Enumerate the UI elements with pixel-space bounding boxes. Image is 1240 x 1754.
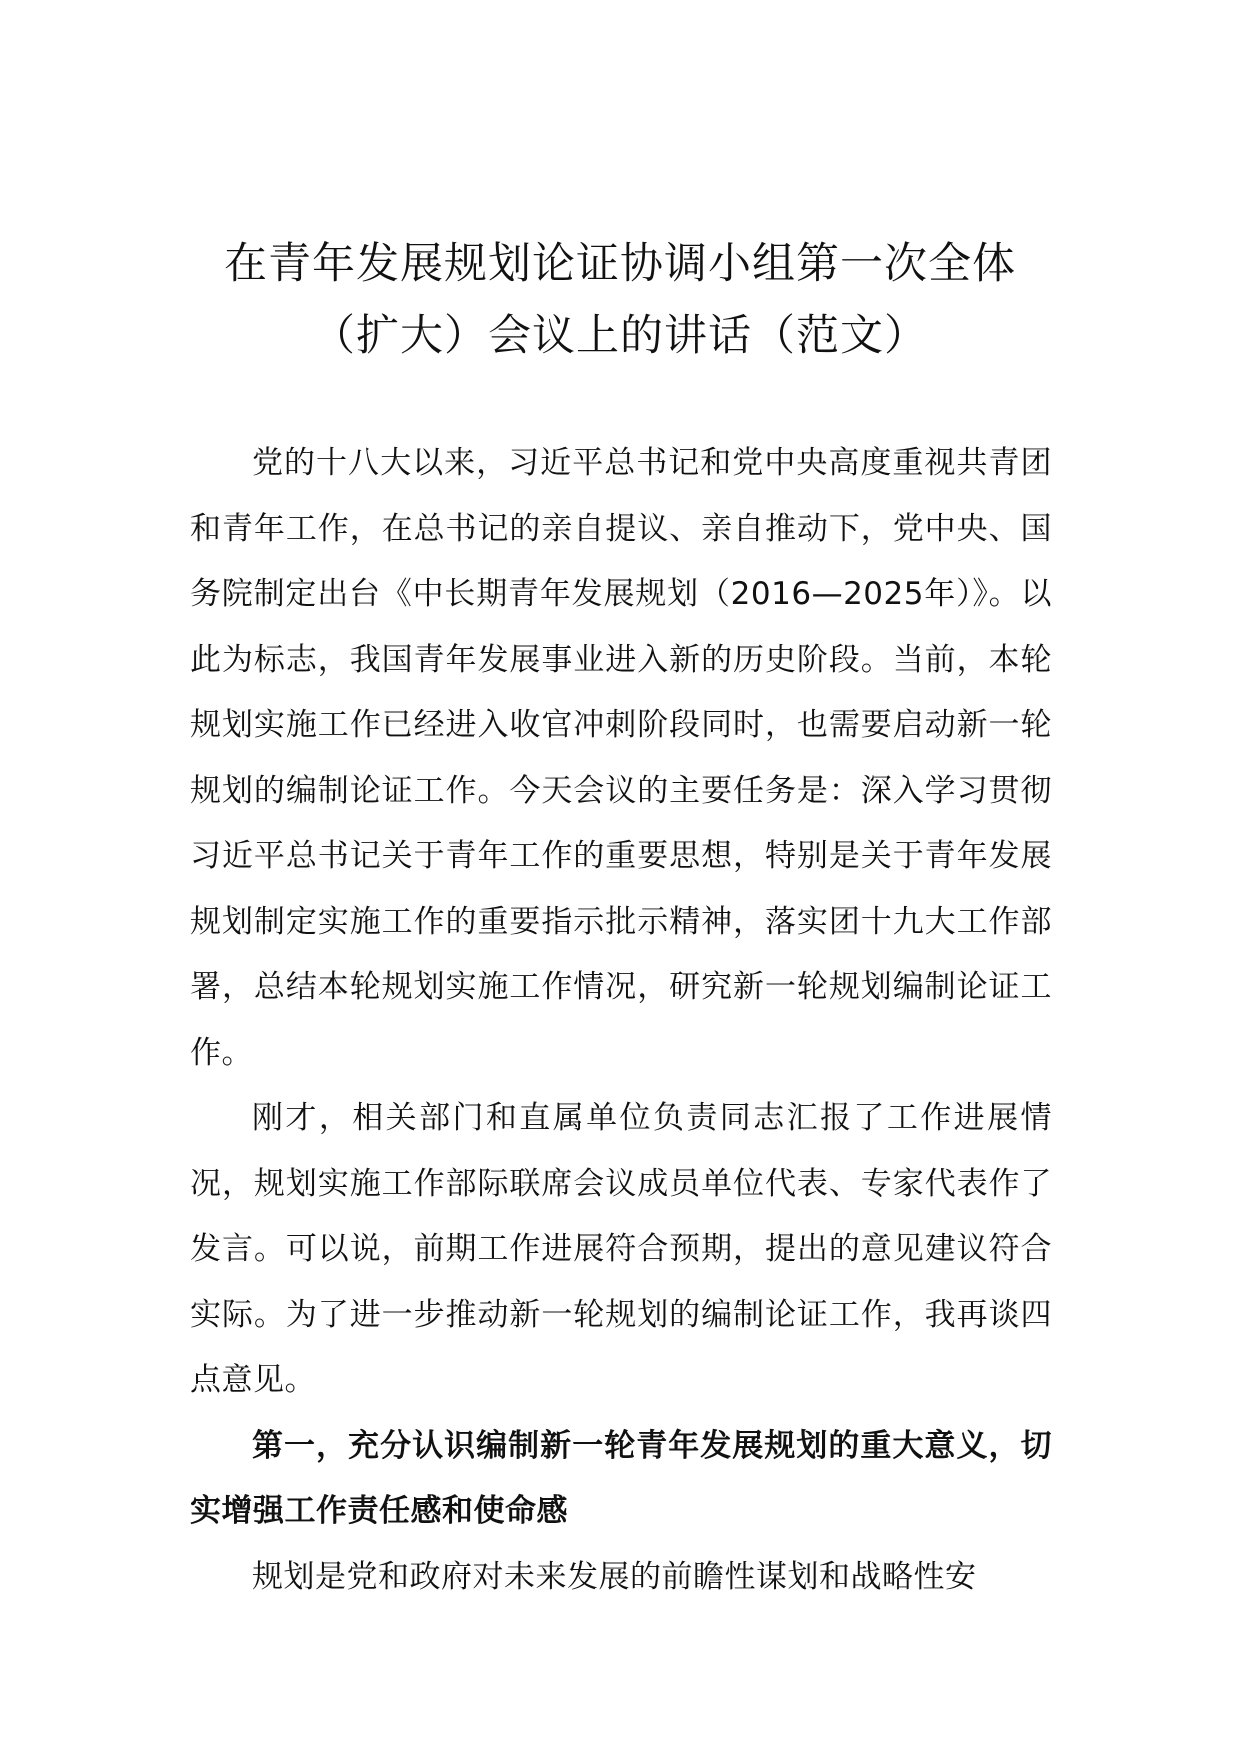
page-title xyxy=(170,228,1070,372)
section-heading: 第一，充分认识编制新一轮青年发展规划的重大意义，切实增强工作责任感和使命感 xyxy=(190,1427,1052,1529)
title-line-1: 在青年发展规划论证协调小组第一次全体 xyxy=(224,239,1016,289)
paragraph-intro: 党的十八大以来，习近平总书记和党中央高度重视共青团和青年工作，在总书记的亲自提议、亲自推动下，党中央、国务院制定出台《中长期青年发展规划（2016—2025年）》。以此为标志，我国青年发展事业进入新的历史阶段。当前，本轮规划实施工作已经进入收官冲刺阶段同时，也需要启动新一轮规划的编制论证工作。今天会议的主要任务是：深入学习贯彻习近平总书记关于青年工作的重要思想，特别是关于青年发展规划制定实施工作的重要指示批示精神，落实团十九大工作部署，总结本轮规划实施工作情况，研究新一轮规划编制论证工作。 xyxy=(190,445,1052,1071)
paragraph-summary: 刚才，相关部门和直属单位负责同志汇报了工作进展情况，规划实施工作部际联席会议成员单位代表、专家代表作了发言。可以说，前期工作进展符合预期，提出的意见建议符合实际。为了进一步推动新一轮规划的编制论证工作，我再谈四点意见。 xyxy=(190,1100,1052,1398)
document-body xyxy=(190,431,1052,1610)
title-line-2: （扩大）会议上的讲话（范文） xyxy=(312,311,928,361)
paragraph-last: 规划是党和政府对未来发展的前瞻性谋划和战略性安 xyxy=(252,1558,977,1595)
